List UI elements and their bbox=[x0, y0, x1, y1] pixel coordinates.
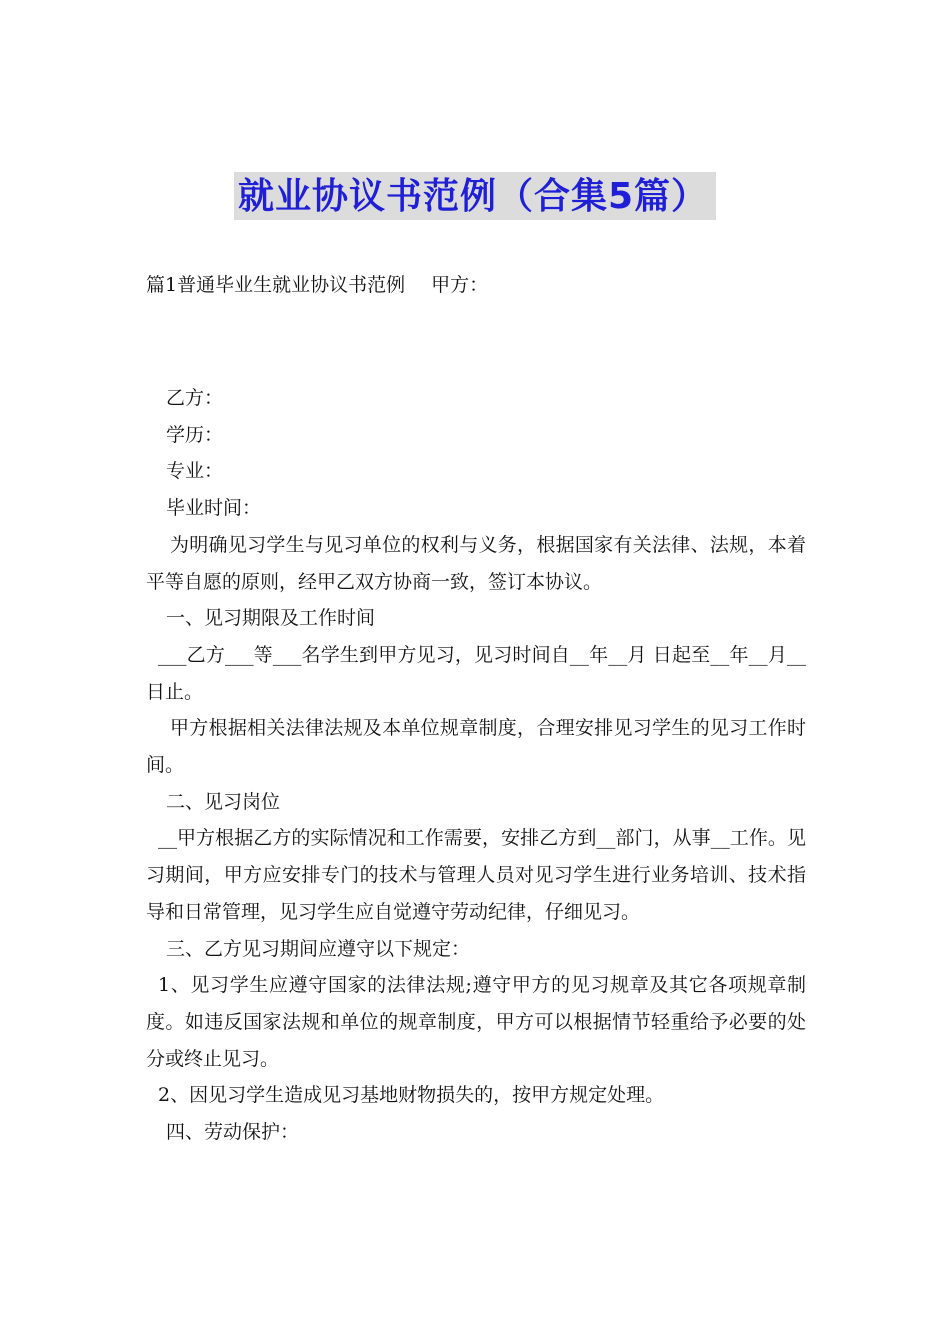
clause-heading-4: 四、劳动保护： bbox=[166, 1121, 300, 1144]
major-label: 专业： bbox=[166, 460, 224, 483]
clause-paragraph: 甲方根据相关法律法规及本单位规章制度，合理安排见习学生的见习工作时间。 bbox=[146, 717, 806, 777]
title-container bbox=[0, 172, 950, 220]
clause-heading-3: 三、乙方见习期间应遵守以下规定： bbox=[166, 937, 471, 960]
party-a-label: 甲方： bbox=[431, 274, 489, 296]
graduation-time-label: 毕业时间： bbox=[166, 497, 262, 520]
clause-heading-2: 二、见习岗位 bbox=[166, 790, 281, 813]
section-heading: 篇1普通毕业生就业协议书范例 bbox=[146, 274, 406, 296]
party-b-label: 乙方： bbox=[166, 387, 224, 409]
education-label: 学历： bbox=[166, 423, 224, 446]
clause-paragraph: 1、见习学生应遵守国家的法律法规;遵守甲方的见习规章及其它各项规章制度。如违反国家法规和单位的规章制度，甲方可以根据情节轻重给予必要的处分或终止见习。 bbox=[146, 974, 806, 1070]
preamble-paragraph: 为明确见习学生与见习单位的权利与义务，根据国家有关法律、法规，本着平等自愿的原则，经甲乙双方协商一致，签订本协议。 bbox=[146, 533, 806, 593]
clause-heading-1: 一、见习期限及工作时间 bbox=[166, 607, 376, 630]
intro-line bbox=[146, 270, 488, 300]
document-body bbox=[146, 380, 806, 1151]
clause-paragraph: ___乙方___等___名学生到甲方见习，见习时间自__年__月 日起至__年__月__日止。 bbox=[146, 643, 806, 703]
document-title: 就业协议书范例（合集5篇） bbox=[234, 172, 716, 220]
clause-paragraph: 2、因见习学生造成见习基地财物损失的，按甲方规定处理。 bbox=[158, 1084, 665, 1107]
clause-paragraph: __甲方根据乙方的实际情况和工作需要，安排乙方到__部门，从事__工作。见习期间，甲方应安排专门的技术与管理人员对见习学生进行业务培训、技术指导和日常管理，见习学生应自觉遵守劳动纪律，仔细见习。 bbox=[146, 827, 806, 923]
